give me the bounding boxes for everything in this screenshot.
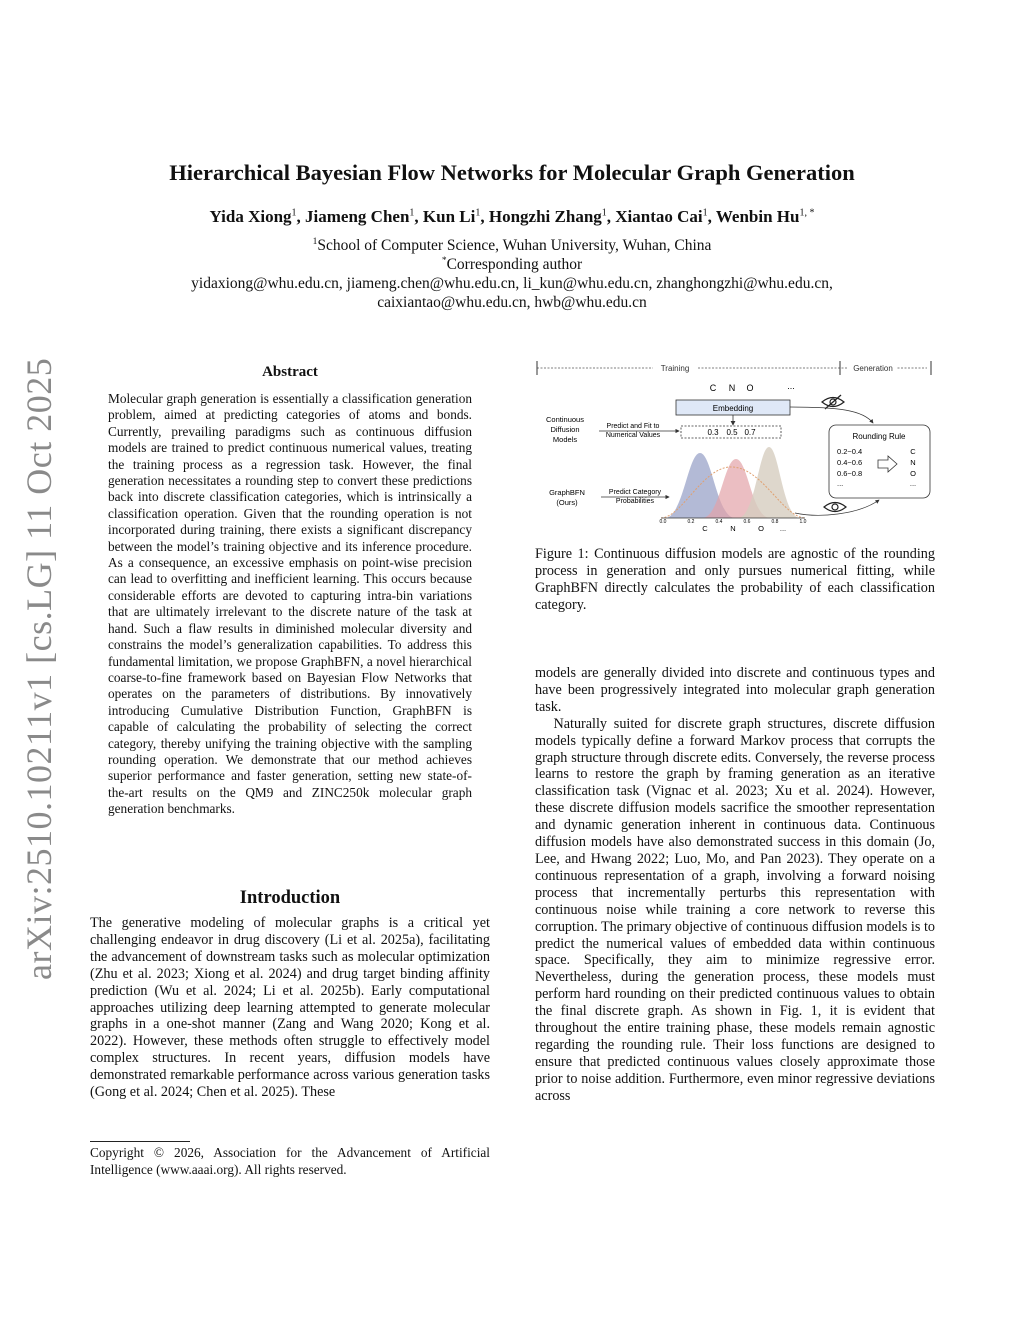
paragraph: The generative modeling of molecular graphs is a critical yet challenging endeavor in drug discovery (Li et al. 2025a), facilitating the advancement of downstream tasks such as molecular optimization (Zhu et al. 2023; Xiong et al. 2024) and drug target binding affinity prediction (Wu et al. 2024; Li et al. 2025b). Early computational approaches utilizing deep learning attempted to generate molecular graphs in a one-shot manner (Zang and Wang 2020; Kong et al. 2022). However, these methods often struggle to effectively model complex structures. In recent years, diffusion models have demonstrated remarkable performance across various generation tasks (Gong et al. 2024; Chen et al. 2025). These (90, 915, 490, 1101)
axis-category-label: ... (779, 524, 787, 533)
figure-caption: Figure 1: Continuous diffusion models are agnostic of the rounding process in generation and only pursues numerical fitting, while GraphBFN directly calculates the probability of each classification category. (535, 546, 935, 613)
value-label: 0.3 (707, 428, 719, 437)
author-name: Hongzhi Zhang (488, 207, 602, 226)
predict-fit-label: Predict and Fit to (606, 423, 660, 430)
author-affiliation-mark: 1, * (799, 207, 815, 219)
corresponding-text: Corresponding author (446, 256, 583, 274)
rounding-range: 0.4~0.6 (837, 458, 863, 467)
author-affiliation-mark: 1 (702, 207, 708, 219)
graphbfn-label: (Ours) (556, 498, 578, 507)
token-label: O (746, 383, 754, 393)
figure-1 (533, 355, 935, 533)
abstract-heading: Abstract (262, 364, 318, 380)
graphbfn-label: GraphBFN (549, 488, 585, 497)
axis-tick-label: 0.8 (771, 519, 779, 525)
affiliation (0, 237, 1024, 255)
predict-fit-label: Numerical Values (605, 432, 661, 439)
rounding-rule-title: Rounding Rule (852, 432, 906, 441)
affiliation-mark: 1 (312, 237, 318, 247)
corresponding-mark: * (441, 256, 447, 266)
arrow (790, 407, 873, 423)
introduction-heading: Introduction (239, 888, 341, 908)
rounding-output: O (910, 469, 916, 478)
paragraph: Naturally suited for discrete graph structures, discrete diffusion models typically define a forward Markov process that corrupts the graph structure through discrete edits. Conversely, the reverse process learns to restore the graph by framing generation as an iterative classification task (Vignac et al. 2023; Xu et al. 2024). However, these discrete diffusion models sacrifice the smoother representation and dynamic generation inherent in continuous data. Continuous diffusion models have also demonstrated success in this domain (Jo, Lee, and Hwang 2022; Luo, Mo, and Pan 2023). They operate on a continuous representation of a graph, involving a forward noising process that incrementally perturbs this representation with continuous noise while training a core network to reverse this corruption. The primary objective of continuous diffusion models is to predict the numerical values of embedded data within continuous space. Specifically, they aim to minimize regressive error. Nevertheless, during the generation process, these models must perform hard rounding on their predicted continuous values to obtain the final discrete graph. As shown in Fig. 1, it is evident that throughout the entire training phase, these models remain agnostic regarding the rounding rule. Their loss functions are designed to ensure that predicted continuous values closely approximate those prior to noise addition. Furthermore, even minor regressive deviations across (535, 715, 935, 1104)
author-name: Kun Li (422, 207, 476, 226)
paragraph: models are generally divided into discrete and continuous types and have been progressively integrated into molecular graph generation task. (535, 665, 935, 715)
axis-category-label: C (702, 524, 708, 533)
rounding-range: 0.2~0.4 (837, 447, 863, 456)
author-affiliation-mark: 1 (475, 207, 481, 219)
axis-tick-label: 0.2 (687, 519, 695, 525)
introduction-body (90, 915, 490, 1101)
continuous-model-label: Diffusion (550, 425, 580, 434)
author-affiliation-mark: 1 (601, 207, 607, 219)
value-label: 0.5 (726, 428, 738, 437)
axis-category-label: O (758, 524, 764, 533)
rounding-output: ... (909, 479, 917, 488)
affiliation-text: School of Computer Science, Wuhan University, Wuhan, China (317, 237, 712, 255)
continuous-model-label: Continuous (546, 415, 584, 424)
author-affiliation-mark: 1 (291, 207, 297, 219)
value-label: 0.7 (744, 428, 756, 437)
paper-title: Hierarchical Bayesian Flow Networks for Molecular Graph Generation (169, 160, 855, 185)
right-column-body (535, 665, 935, 1105)
generation-label: Generation (853, 364, 893, 373)
figure-diagram (533, 355, 935, 533)
rounding-range: ... (837, 479, 844, 488)
continuous-model-label: Models (552, 435, 578, 444)
email-line: yidaxiong@whu.edu.cn, jiameng.chen@whu.edu.cn, li_kun@whu.edu.cn, zhanghongzhi@whu.edu.cn, (191, 275, 833, 292)
author-name: Yida Xiong (209, 207, 292, 226)
author-name: Jiameng Chen (305, 207, 410, 226)
predict-category-label: Probabilities (615, 498, 655, 505)
corresponding-note (0, 256, 1024, 274)
footnote-rule (90, 1141, 190, 1142)
training-label: Training (660, 364, 690, 373)
rounding-output: C (910, 447, 916, 456)
predict-category-label: Predict Category (608, 489, 662, 496)
axis-category-label: N (730, 524, 736, 533)
token-label: N (728, 383, 736, 393)
axis-tick-label: 0.0 (659, 519, 667, 525)
token-label: ... (787, 381, 795, 391)
author-list: Yida Xiong$^1$, Jiameng Chen$^1$, Kun Li$^1$, Hongzhi Zhang$^1$, Xiantao Cai$^1$, Wenbin $Hu^{1, *}$ (209, 207, 815, 226)
rounding-range: 0.6~0.8 (837, 469, 863, 478)
rounding-output: N (910, 458, 916, 467)
arxiv-identifier: arXiv:2510.10211v1 [cs.LG] 11 Oct 2025 (19, 357, 59, 980)
author-name: Xiantao Cai (615, 207, 703, 226)
eye-crossed-icon (822, 395, 844, 409)
email-line: caixiantao@whu.edu.cn, hwb@whu.edu.cn (377, 294, 647, 311)
copyright-notice: Copyright © 2026, Association for the Advancement of Artificial Intelligence (www.aaai.org). All rights reserved. (90, 1145, 490, 1177)
author-affiliation-mark: 1 (409, 207, 415, 219)
token-label: C (709, 383, 717, 393)
axis-tick-label: 1.0 (799, 519, 807, 525)
abstract-text: Molecular graph generation is essentially a classification generation problem, aimed at predicting categories of atoms and bonds. Currently, prevailing paradigms such as continuous diffusion models are trained to predict continuous numerical values, treating the training process as a regression task. However, the final generation necessitates a rounding step to convert these predictions back into discrete classification categories, which is intrinsically a classification operation. Given that the rounding operation is not incorporated during training, there exists a significant discrepancy between the model’s training objective and its inference procedure. As a consequence, an excessive emphasis on point-wise precision can lead to overfitting and inefficient learning. This occurs because considerable efforts are devoted to capturing intra-bin variations that are ultimately irrelevant to the discrete nature of the task at hand. Such a flaw results in diminished molecular diversity and constrains the model’s generalization capabilities. To address this fundamental limitation, we propose GraphBFN, a novel hierarchical coarse-to-fine framework based on Bayesian Flow Networks that operates on the parameters of distributions. By innovatively introducing Cumulative Distribution Function, GraphBFN is capable of calculating the probability of selecting the correct category, thereby unifying the training objective with the sampling rounding operation. We demonstrate that our method achieves superior performance and faster generation, setting new state-of-the-art results on the QM9 and ZINC250k molecular graph generation benchmarks. (108, 391, 472, 817)
axis-tick-label: 0.6 (743, 519, 751, 525)
axis-tick-label: 0.4 (715, 519, 723, 525)
embedding-label: Embedding (712, 404, 754, 413)
eye-icon (824, 503, 846, 512)
author-name: Wenbin Hu (715, 207, 800, 226)
